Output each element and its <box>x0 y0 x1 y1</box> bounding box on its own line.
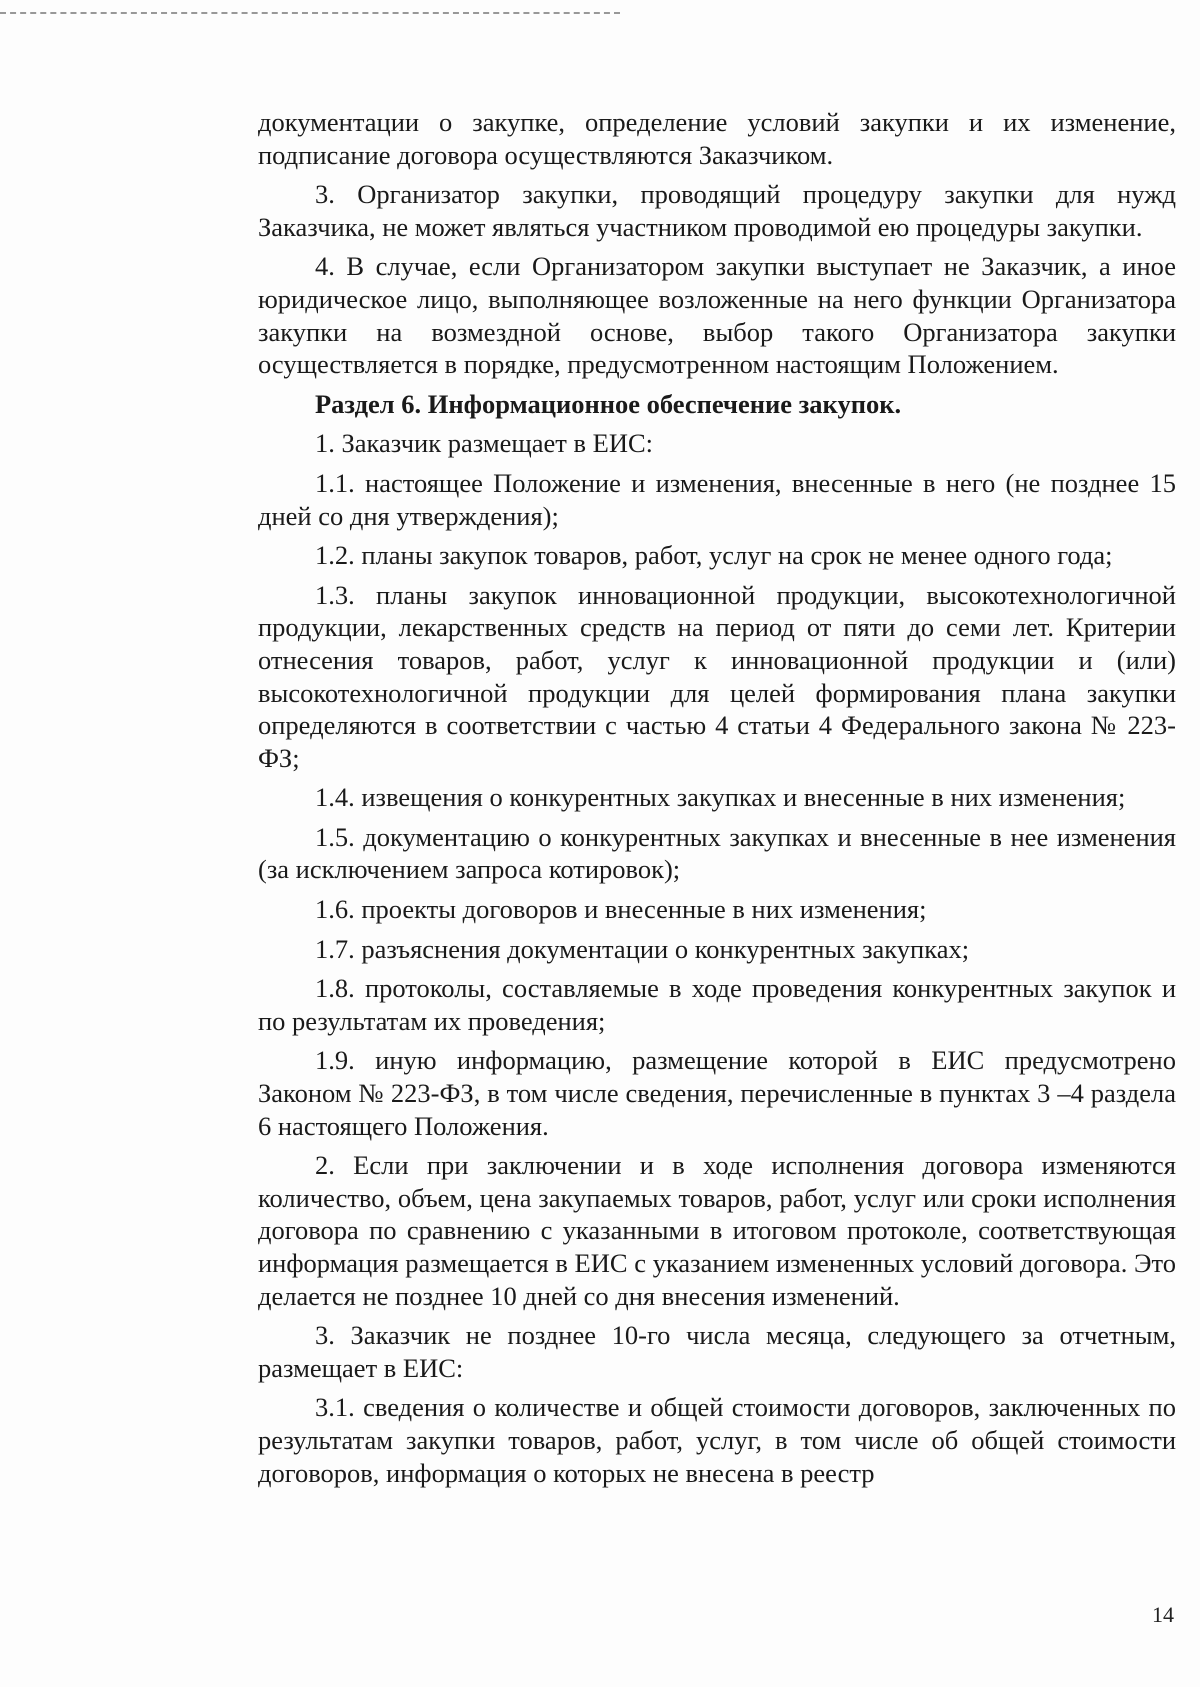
paragraph-item-4: 4. В случае, если Организатором закупки выступает не Заказчик, а иное юридическое лицо, выполняющее возложенные на него функции Организатора закупки на возмездной основе, выбор такого Организатора закупки осуществляется в порядке, предусмотренном настоящим Положением. <box>258 251 1176 380</box>
paragraph-6-1-8: 1.8. протоколы, составляемые в ходе проведения конкурентных закупок и по результатам их проведения; <box>258 973 1176 1036</box>
section-6-heading: Раздел 6. Информационное обеспечение закупок. <box>315 388 902 419</box>
paragraph-6-1-2: 1.2. планы закупок товаров, работ, услуг на срок не менее одного года; <box>315 540 1113 571</box>
paragraph-6-1-1: 1.1. настоящее Положение и изменения, внесенные в него (не позднее 15 дней со дня утверждения); <box>258 467 1176 531</box>
paragraph-item-3: 3. Организатор закупки, проводящий процедуру закупки для нужд Заказчика, не может являться участником проводимой ею процедуры закупки. <box>258 179 1176 242</box>
page-number: 14 <box>1152 1602 1174 1627</box>
document-text-body <box>258 106 1176 1496</box>
scan-top-edge-artifact <box>0 12 620 14</box>
paragraph-6-2: 2. Если при заключении и в ходе исполнения договора изменяются количество, объем, цена закупаемых товаров, работ, услуг или сроки исполнения договора по сравнению с указанными в итоговом протоколе, соответствующая информация размещается в ЕИС с указанием измененных условий договора. Это делается не позднее 10 дней со дня внесения изменений. <box>258 1150 1176 1311</box>
paragraph-6-1-5: 1.5. документацию о конкурентных закупках и внесенные в нее изменения (за исключением запроса котировок); <box>258 821 1176 885</box>
paragraph-6-3-1: 3.1. сведения о количестве и общей стоимости договоров, заключенных по результатам закупки товаров, работ, услуг, в том числе об общей стоимости договоров, информация о которых не внесена в реестр <box>258 1392 1176 1488</box>
paragraph-6-3: 3. Заказчик не позднее 10-го числа месяца, следующего за отчетным, размещает в ЕИС: <box>258 1320 1176 1383</box>
paragraph-6-1-6: 1.6. проекты договоров и внесенные в них изменения; <box>315 894 927 925</box>
paragraph-6-1: 1. Заказчик размещает в ЕИС: <box>315 428 653 459</box>
paragraph-6-1-3: 1.3. планы закупок инновационной продукции, высокотехнологичной продукции, лекарственных средств на период от пяти до семи лет. Критерии отнесения товаров, работ, услуг к инновационной продукции и (или) высокотехнологичной продукции для целей формирования плана закупки определяются в соответствии с частью 4 статьи 4 Федерального закона № 223-ФЗ; <box>258 579 1176 773</box>
paragraph-6-1-9: 1.9. иную информацию, размещение которой в ЕИС предусмотрено Законом № 223-ФЗ, в том числе сведения, перечисленные в пунктах 3 –4 раздела 6 настоящего Положения. <box>258 1045 1176 1141</box>
paragraph-6-1-7: 1.7. разъяснения документации о конкурентных закупках; <box>315 933 970 964</box>
paragraph-continuation: документации о закупке, определение условий закупки и их изменение, подписание договора осуществляются Заказчиком. <box>258 107 1176 170</box>
paragraph-6-1-4: 1.4. извещения о конкурентных закупках и внесенные в них изменения; <box>315 782 1126 813</box>
